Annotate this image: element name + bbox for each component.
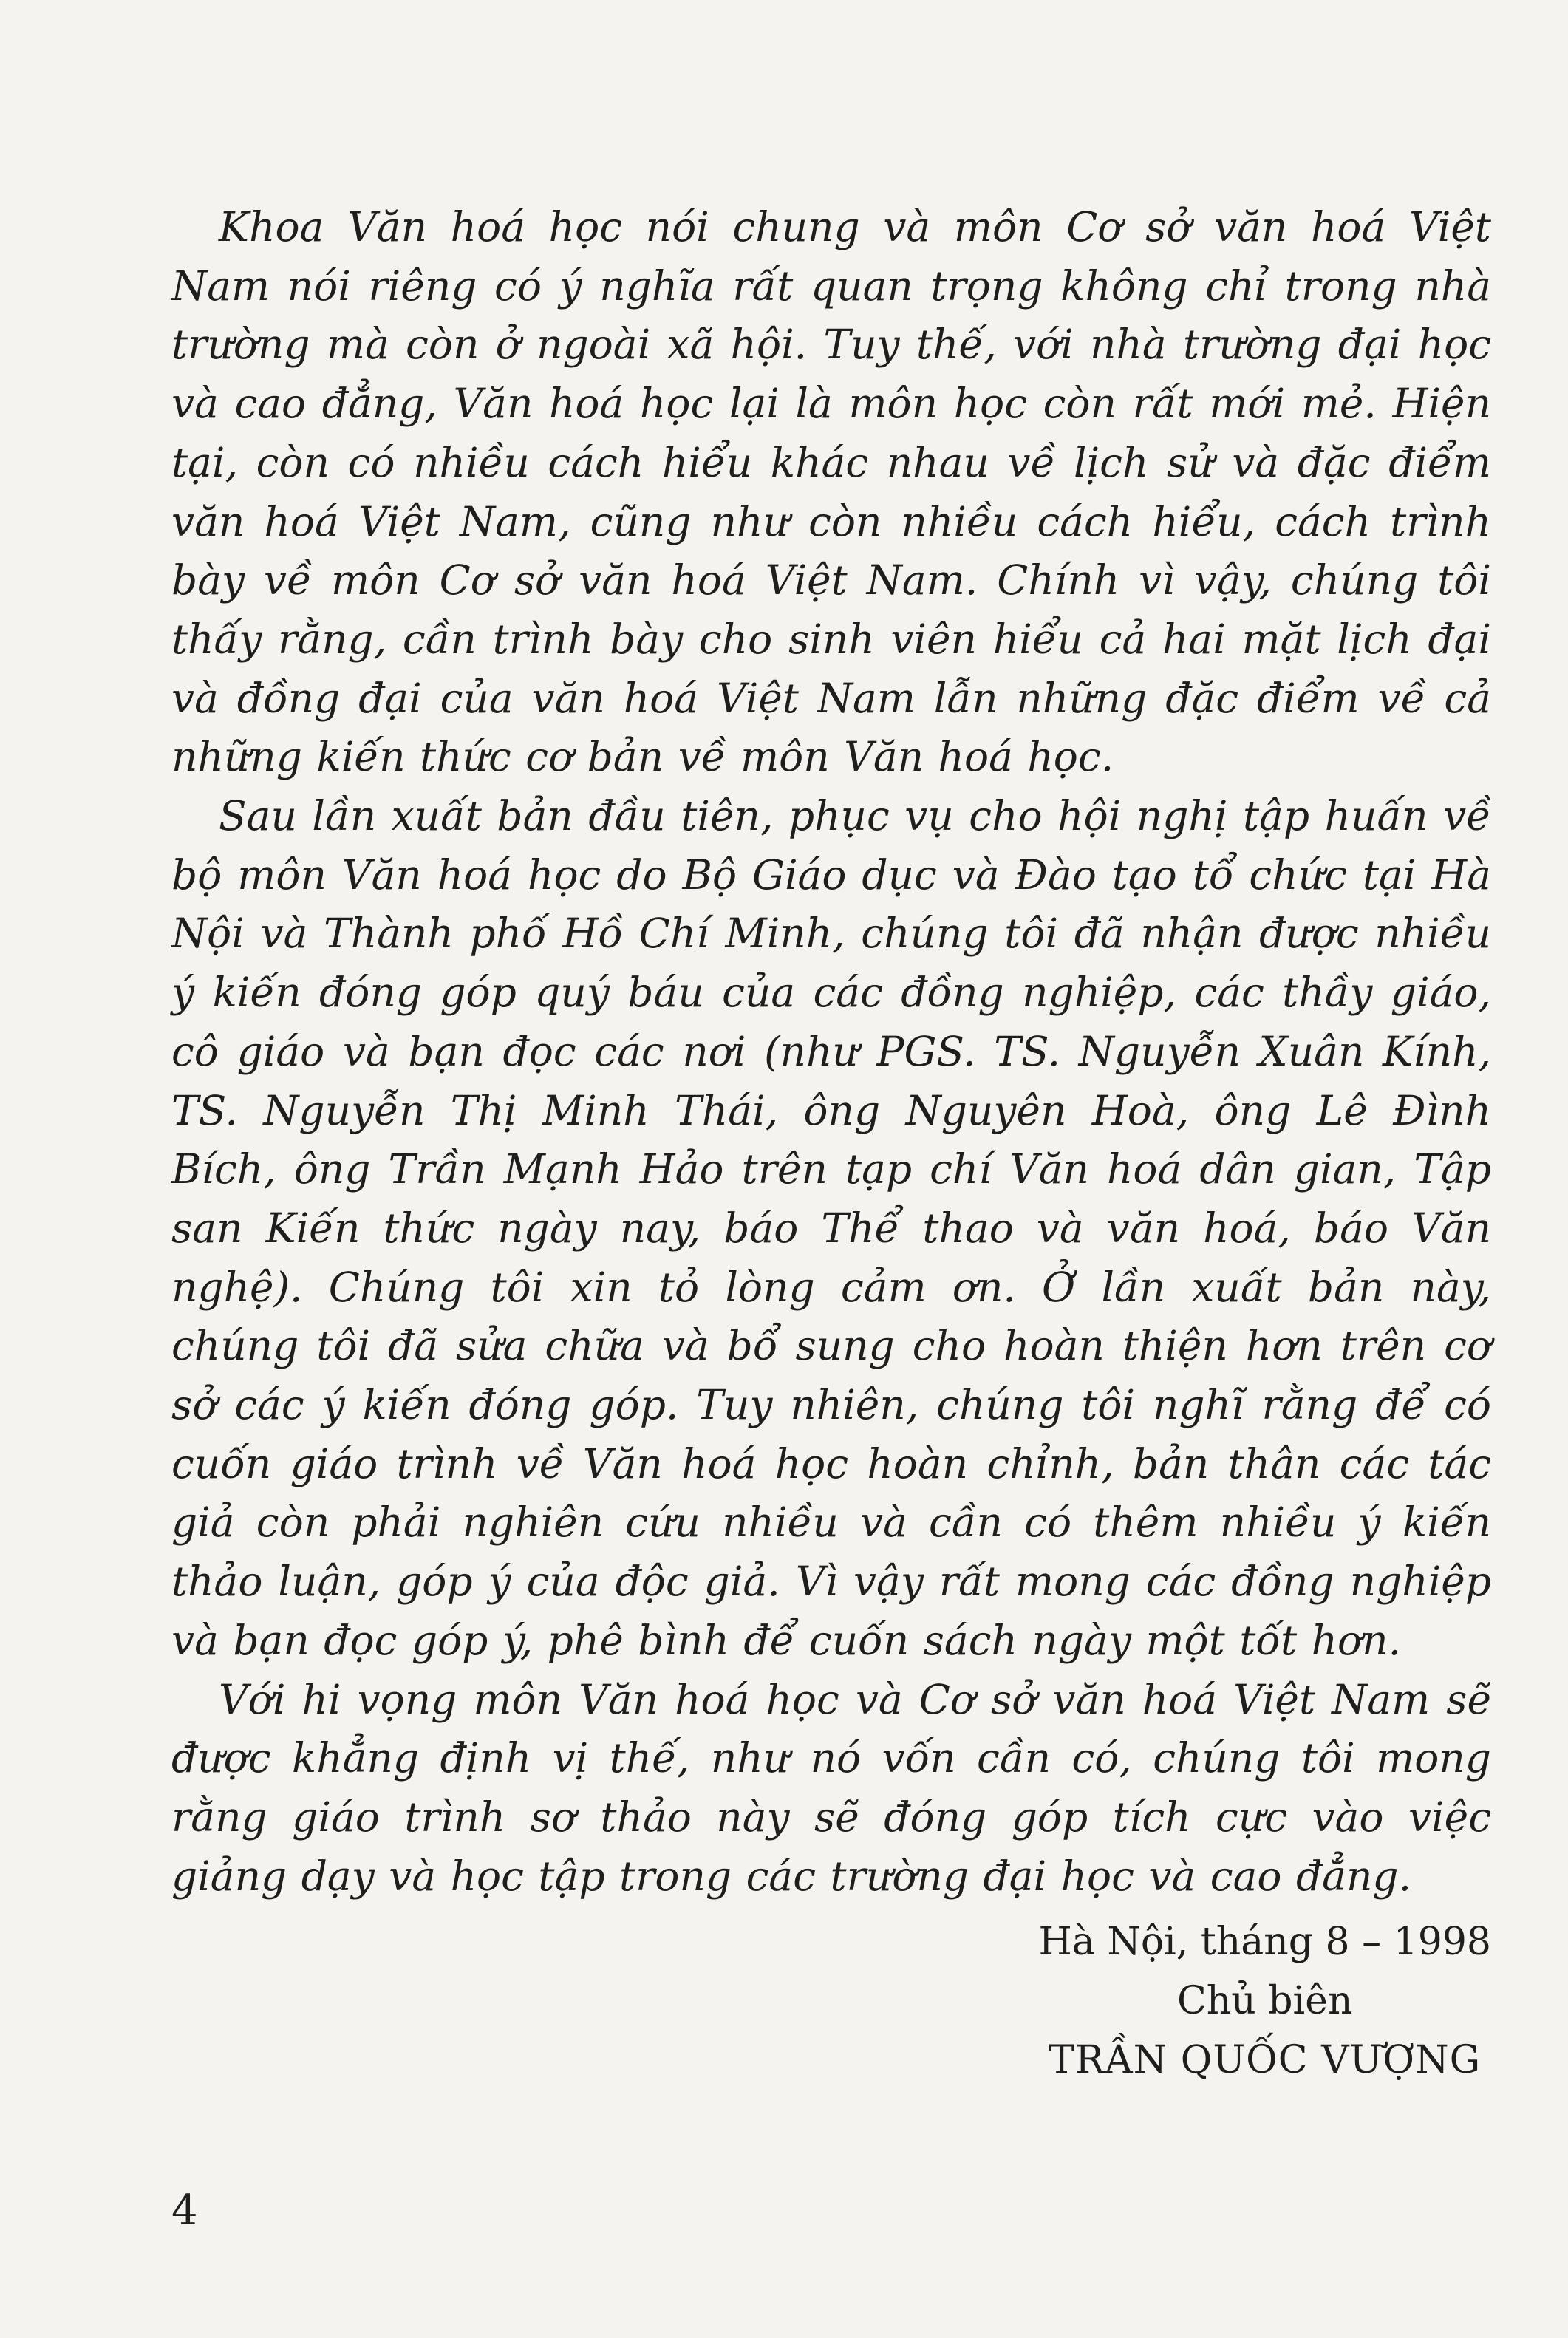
editor-name: TRẦN QUỐC VƯỢNG — [1049, 2038, 1482, 2082]
editor-role: Chủ biên — [1176, 1979, 1353, 2023]
page-number: 4 — [171, 2187, 198, 2235]
paragraph-2: Sau lần xuất bản đầu tiên, phục vụ cho hội nghị tập huấn về bộ môn Văn hoá học do Bộ Giáo dục và Đào tạo tổ chức tại Hà Nội và Thành phố Hồ Chí Minh, chúng tôi đã nhận được nhiều ý kiến đóng góp quý báu của các đồng nghiệp, các thầy giáo, cô giáo và bạn đọc các nơi (như PGS. TS. Nguyễn Xuân Kính, TS. Nguyễn Thị Minh Thái, ông Nguyên Hoà, ông Lê Đình Bích, ông Trần Mạnh Hảo trên tạp chí Văn hoá dân gian, Tập san Kiến thức ngày nay, báo Thể thao và văn hoá, báo Văn nghệ). Chúng tôi xin tỏ lòng cảm ơn. Ở lần xuất bản này, chúng tôi đã sửa chữa và bổ sung cho hoàn thiện hơn trên cơ sở các ý kiến đóng góp. Tuy nhiên, chúng tôi nghĩ rằng để có cuốn giáo trình về Văn hoá học hoàn chỉnh, bản thân các tác giả còn phải nghiên cứu nhiều và cần có thêm nhiều ý kiến thảo luận, góp ý của độc giả. Vì vậy rất mong các đồng nghiệp và bạn đọc góp ý, phê bình để cuốn sách ngày một tốt hơn. — [171, 792, 1491, 1664]
paragraph-1: Khoa Văn hoá học nói chung và môn Cơ sở văn hoá Việt Nam nói riêng có ý nghĩa rất quan trọng không chỉ trong nhà trường mà còn ở ngoài xã hội. Tuy thế, với nhà trường đại học và cao đẳng, Văn hoá học lại là môn học còn rất mới mẻ. Hiện tại, còn có nhiều cách hiểu khác nhau về lịch sử và đặc điểm văn hoá Việt Nam, cũng như còn nhiều cách hiểu, cách trình bày về môn Cơ sở văn hoá Việt Nam. Chính vì vậy, chúng tôi thấy rằng, cần trình bày cho sinh viên hiểu cả hai mặt lịch đại và đồng đại của văn hoá Việt Nam lẫn những đặc điểm về cả những kiến thức cơ bản về môn Văn hoá học. — [171, 203, 1491, 781]
paragraph-3: Với hi vọng môn Văn hoá học và Cơ sở văn hoá Việt Nam sẽ được khẳng định vị thế, như nó vốn cần có, chúng tôi mong rằng giáo trình sơ thảo này sẽ đóng góp tích cực vào việc giảng dạy và học tập trong các trường đại học và cao đẳng. — [171, 1675, 1491, 1900]
place-date: Hà Nội, tháng 8 – 1998 — [1038, 1920, 1491, 1964]
signature-block — [1038, 1912, 1491, 2090]
body-text — [171, 198, 1491, 1906]
